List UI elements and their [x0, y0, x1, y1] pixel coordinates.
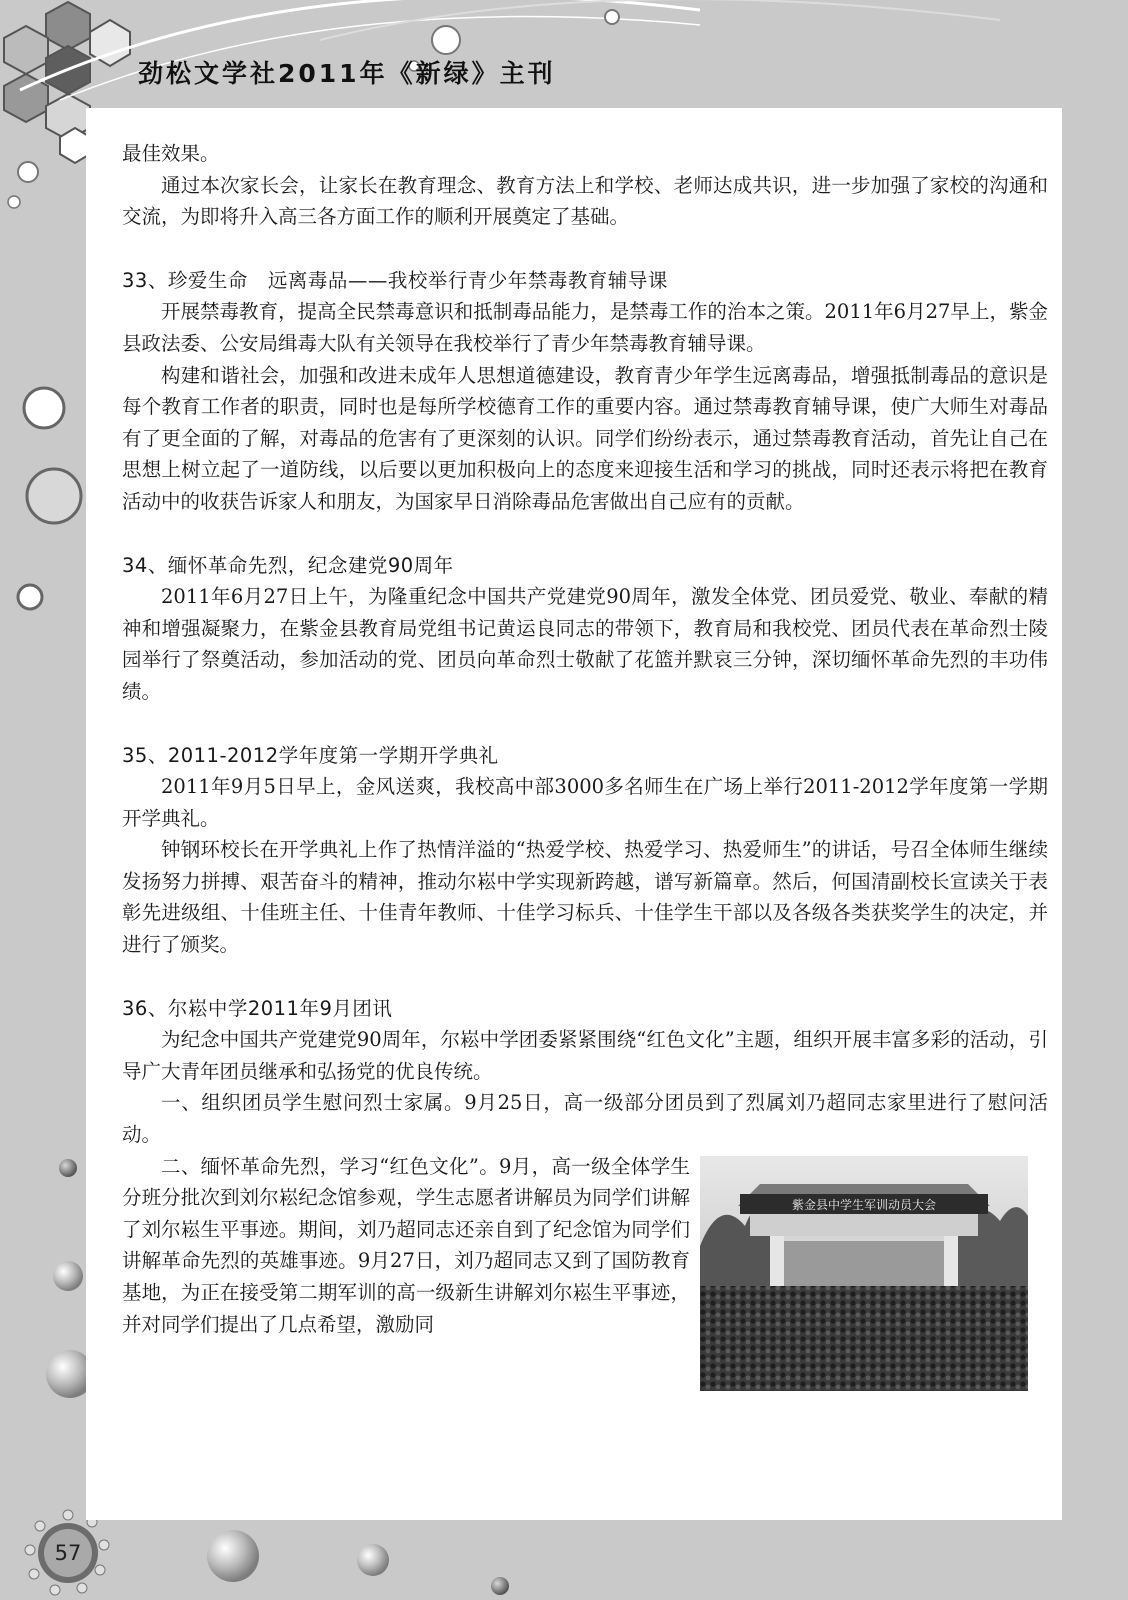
- section-35-heading: 35、2011-2012学年度第一学期开学典礼: [122, 743, 499, 767]
- section-36-photo-block: [122, 1151, 1048, 1341]
- article-body: [122, 138, 1048, 1340]
- section-36-paragraph: 一、组织团员学生慰问烈士家属。9月25日，高一级部分团员到了烈属刘乃超同志家里进行了慰问活动。: [122, 1091, 1048, 1147]
- section-36-paragraph: 二、缅怀革命先烈，学习“红色文化”。9月，高一级全体学生分班分批次到刘尔崧纪念馆参观，学生志愿者讲解员为同学们讲解了刘尔崧生平事迹。期间，刘乃超同志还亲自到了纪念馆为同学们讲解革命先烈的英雄事迹。9月27日，刘乃超同志又到了国防教育基地，为正在接受第二期军训的高一级新生讲解刘尔崧生平事迹，并对同学们提出了几点希望，激励同: [122, 1154, 690, 1336]
- military-training-rally-photo: [700, 1156, 1028, 1391]
- intro-paragraph-1: 最佳效果。: [122, 142, 220, 165]
- section-35-paragraph: 2011年9月5日早上，金风送爽，我校高中部3000多名师生在广场上举行2011-2012学年度第一学期开学典礼。: [122, 775, 1048, 830]
- section-35-paragraph: 钟钢环校长在开学典礼上作了热情洋溢的“热爱学校、热爱学习、热爱师生”的讲话，号召全体师生继续发扬努力拼搏、艰苦奋斗的精神，推动尔崧中学实现新跨越，谱写新篇章。然后，何国清副校长宣读关于表彰先进级组、十佳班主任、十佳青年教师、十佳学习标兵、十佳学生干部以及各级各类获奖学生的决定，并进行了颁奖。: [122, 838, 1048, 957]
- section-36-heading: 36、尔崧中学2011年9月团讯: [122, 996, 393, 1020]
- section-34-paragraph: 2011年6月27日上午，为隆重纪念中国共产党建党90周年，激发全体党、团员爱党、敬业、奉献的精神和增强凝聚力，在紫金县教育局党组书记黄运良同志的带领下，教育局和我校党、团员代表在革命烈士陵园举行了祭奠活动，参加活动的党、团员向革命烈士敬献了花篮并默哀三分钟，深切缅怀革命先烈的丰功伟绩。: [122, 585, 1048, 703]
- section-33-paragraph: 构建和谐社会，加强和改进未成年人思想道德建设，教育青少年学生远离毒品，增强抵制毒品的意识是每个教育工作者的职责，同时也是每所学校德育工作的重要内容。通过禁毒教育辅导课，使广大师生对毒品有了更全面的了解，对毒品的危害有了更深刻的认识。同学们纷纷表示，通过禁毒教育活动，首先让自己在思想上树立起了一道防线，以后要以更加积极向上的态度来迎接生活和学习的挑战，同时还表示将把在教育活动中的收获告诉家人和朋友，为国家早日消除毒品危害做出自己应有的贡献。: [122, 363, 1048, 513]
- intro-paragraph-2: 通过本次家长会，让家长在教育理念、教育方法上和学校、老师达成共识，进一步加强了家校的沟通和交流，为即将升入高三各方面工作的顺利开展奠定了基础。: [122, 173, 1048, 229]
- section-33-paragraph: 开展禁毒教育，提高全民禁毒意识和抵制毒品能力，是禁毒工作的治本之策。2011年6月27早上，紫金县政法委、公安局缉毒大队有关领导在我校举行了青少年禁毒教育辅导课。: [122, 300, 1048, 355]
- journal-header-title: 劲松文学社2011年《新绿》主刊: [138, 59, 556, 88]
- section-34-heading: 34、缅怀革命先烈，纪念建党90周年: [122, 553, 454, 577]
- section-36-paragraph: 为纪念中国共产党建党90周年，尔崧中学团委紧紧围绕“红色文化”主题，组织开展丰富多彩的活动，引导广大青年团员继承和弘扬党的优良传统。: [122, 1028, 1048, 1083]
- photo-banner-text: 紫金县中学生军训动员大会: [791, 1197, 937, 1212]
- page-number: 57: [54, 1541, 82, 1565]
- section-33-heading: 33、珍爱生命 远离毒品——我校举行青少年禁毒教育辅导课: [122, 268, 668, 292]
